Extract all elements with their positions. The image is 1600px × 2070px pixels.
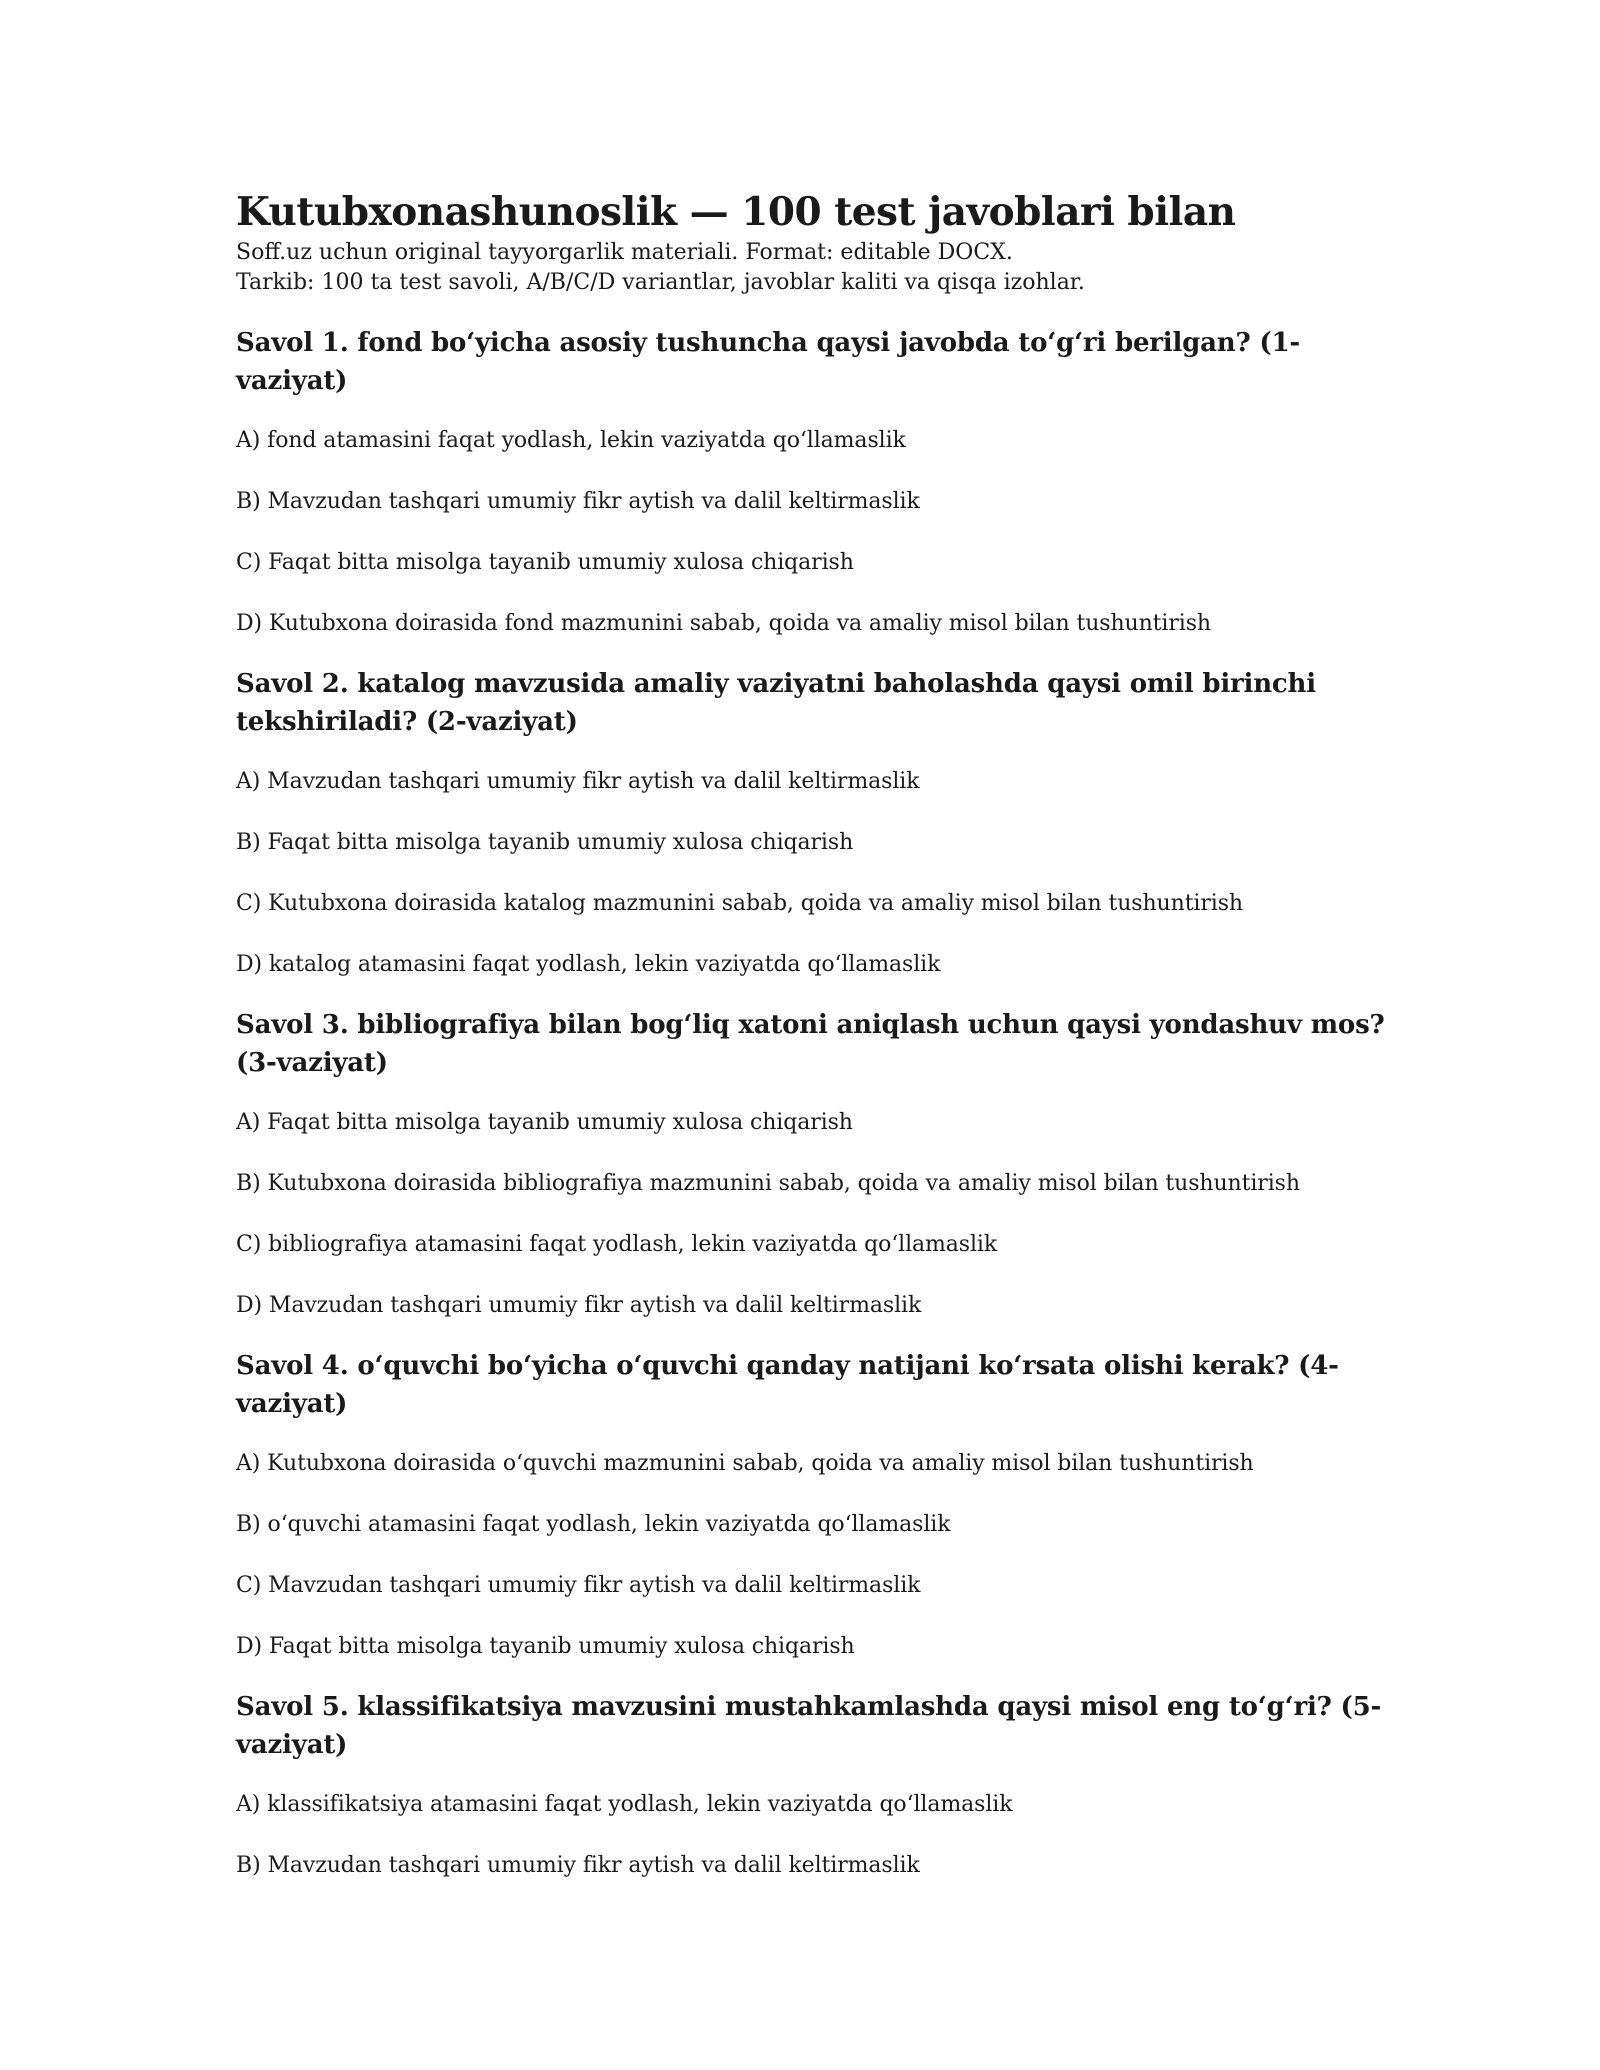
answer-option-c: C) Kutubxona doirasida katalog mazmunini sabab, qoida va amaliy misol bilan tushuntirish <box>236 891 1243 916</box>
intro-source-line: Soff.uz uchun original tayyorgarlik materiali. Format: editable DOCX. <box>236 240 1013 265</box>
answer-options <box>236 426 1386 639</box>
question-block-5 <box>236 1688 1386 1881</box>
question-text: Savol 5. klassifikatsiya mavzusini mustahkamlashda qaysi misol eng to‘g‘ri? (5-vaziyat) <box>236 1692 1382 1760</box>
answer-option-d: D) Mavzudan tashqari umumiy fikr aytish va dalil keltirmaslik <box>236 1293 922 1318</box>
answer-option-b: B) Kutubxona doirasida bibliografiya mazmunini sabab, qoida va amaliy misol bilan tushuntirish <box>236 1171 1300 1196</box>
answer-options <box>236 1790 1386 1881</box>
answer-option-d: D) Faqat bitta misolga tayanib umumiy xulosa chiqarish <box>236 1634 855 1659</box>
answer-options <box>236 1449 1386 1662</box>
answer-option-a: A) fond atamasini faqat yodlash, lekin vaziyatda qo‘llamaslik <box>236 428 906 453</box>
question-block-4 <box>236 1347 1386 1662</box>
answer-option-a: A) Mavzudan tashqari umumiy fikr aytish va dalil keltirmaslik <box>236 769 920 794</box>
question-block-3 <box>236 1006 1386 1321</box>
answer-option-b: B) o‘quvchi atamasini faqat yodlash, lekin vaziyatda qo‘llamaslik <box>236 1512 951 1537</box>
intro-contents-line: Tarkib: 100 ta test savoli, A/B/C/D variantlar, javoblar kaliti va qisqa izohlar. <box>236 270 1085 295</box>
answer-option-b: B) Faqat bitta misolga tayanib umumiy xulosa chiqarish <box>236 830 854 855</box>
answer-option-a: A) klassifikatsiya atamasini faqat yodlash, lekin vaziyatda qo‘llamaslik <box>236 1792 1013 1817</box>
question-text: Savol 1. fond bo‘yicha asosiy tushuncha qaysi javobda to‘g‘ri berilgan? (1-vaziyat) <box>236 328 1300 396</box>
question-block-2 <box>236 665 1386 980</box>
answer-option-c: C) Mavzudan tashqari umumiy fikr aytish va dalil keltirmaslik <box>236 1573 921 1598</box>
answer-option-c: C) Faqat bitta misolga tayanib umumiy xulosa chiqarish <box>236 550 854 575</box>
question-text: Savol 2. katalog mavzusida amaliy vaziyatni baholashda qaysi omil birinchi tekshiriladi? (2-vaziyat) <box>236 669 1316 737</box>
question-block-1 <box>236 324 1386 639</box>
answer-options <box>236 1108 1386 1321</box>
answer-option-d: D) Kutubxona doirasida fond mazmunini sabab, qoida va amaliy misol bilan tushuntirish <box>236 611 1211 636</box>
answer-option-b: B) Mavzudan tashqari umumiy fikr aytish va dalil keltirmaslik <box>236 1853 920 1878</box>
question-text: Savol 3. bibliografiya bilan bog‘liq xatoni aniqlash uchun qaysi yondashuv mos? (3-vaziyat) <box>236 1010 1385 1078</box>
answer-option-c: C) bibliografiya atamasini faqat yodlash, lekin vaziyatda qo‘llamaslik <box>236 1232 998 1257</box>
question-text: Savol 4. o‘quvchi bo‘yicha o‘quvchi qanday natijani ko‘rsata olishi kerak? (4-vaziyat) <box>236 1351 1339 1419</box>
answer-option-d: D) katalog atamasini faqat yodlash, lekin vaziyatda qo‘llamaslik <box>236 952 941 977</box>
answer-option-b: B) Mavzudan tashqari umumiy fikr aytish va dalil keltirmaslik <box>236 489 920 514</box>
document-page <box>236 186 1386 1881</box>
answer-option-a: A) Faqat bitta misolga tayanib umumiy xulosa chiqarish <box>236 1110 853 1135</box>
document-title: Kutubxonashunoslik — 100 test javoblari bilan <box>236 189 1236 235</box>
answer-option-a: A) Kutubxona doirasida o‘quvchi mazmunini sabab, qoida va amaliy misol bilan tushuntirish <box>236 1451 1254 1476</box>
answer-options <box>236 767 1386 980</box>
